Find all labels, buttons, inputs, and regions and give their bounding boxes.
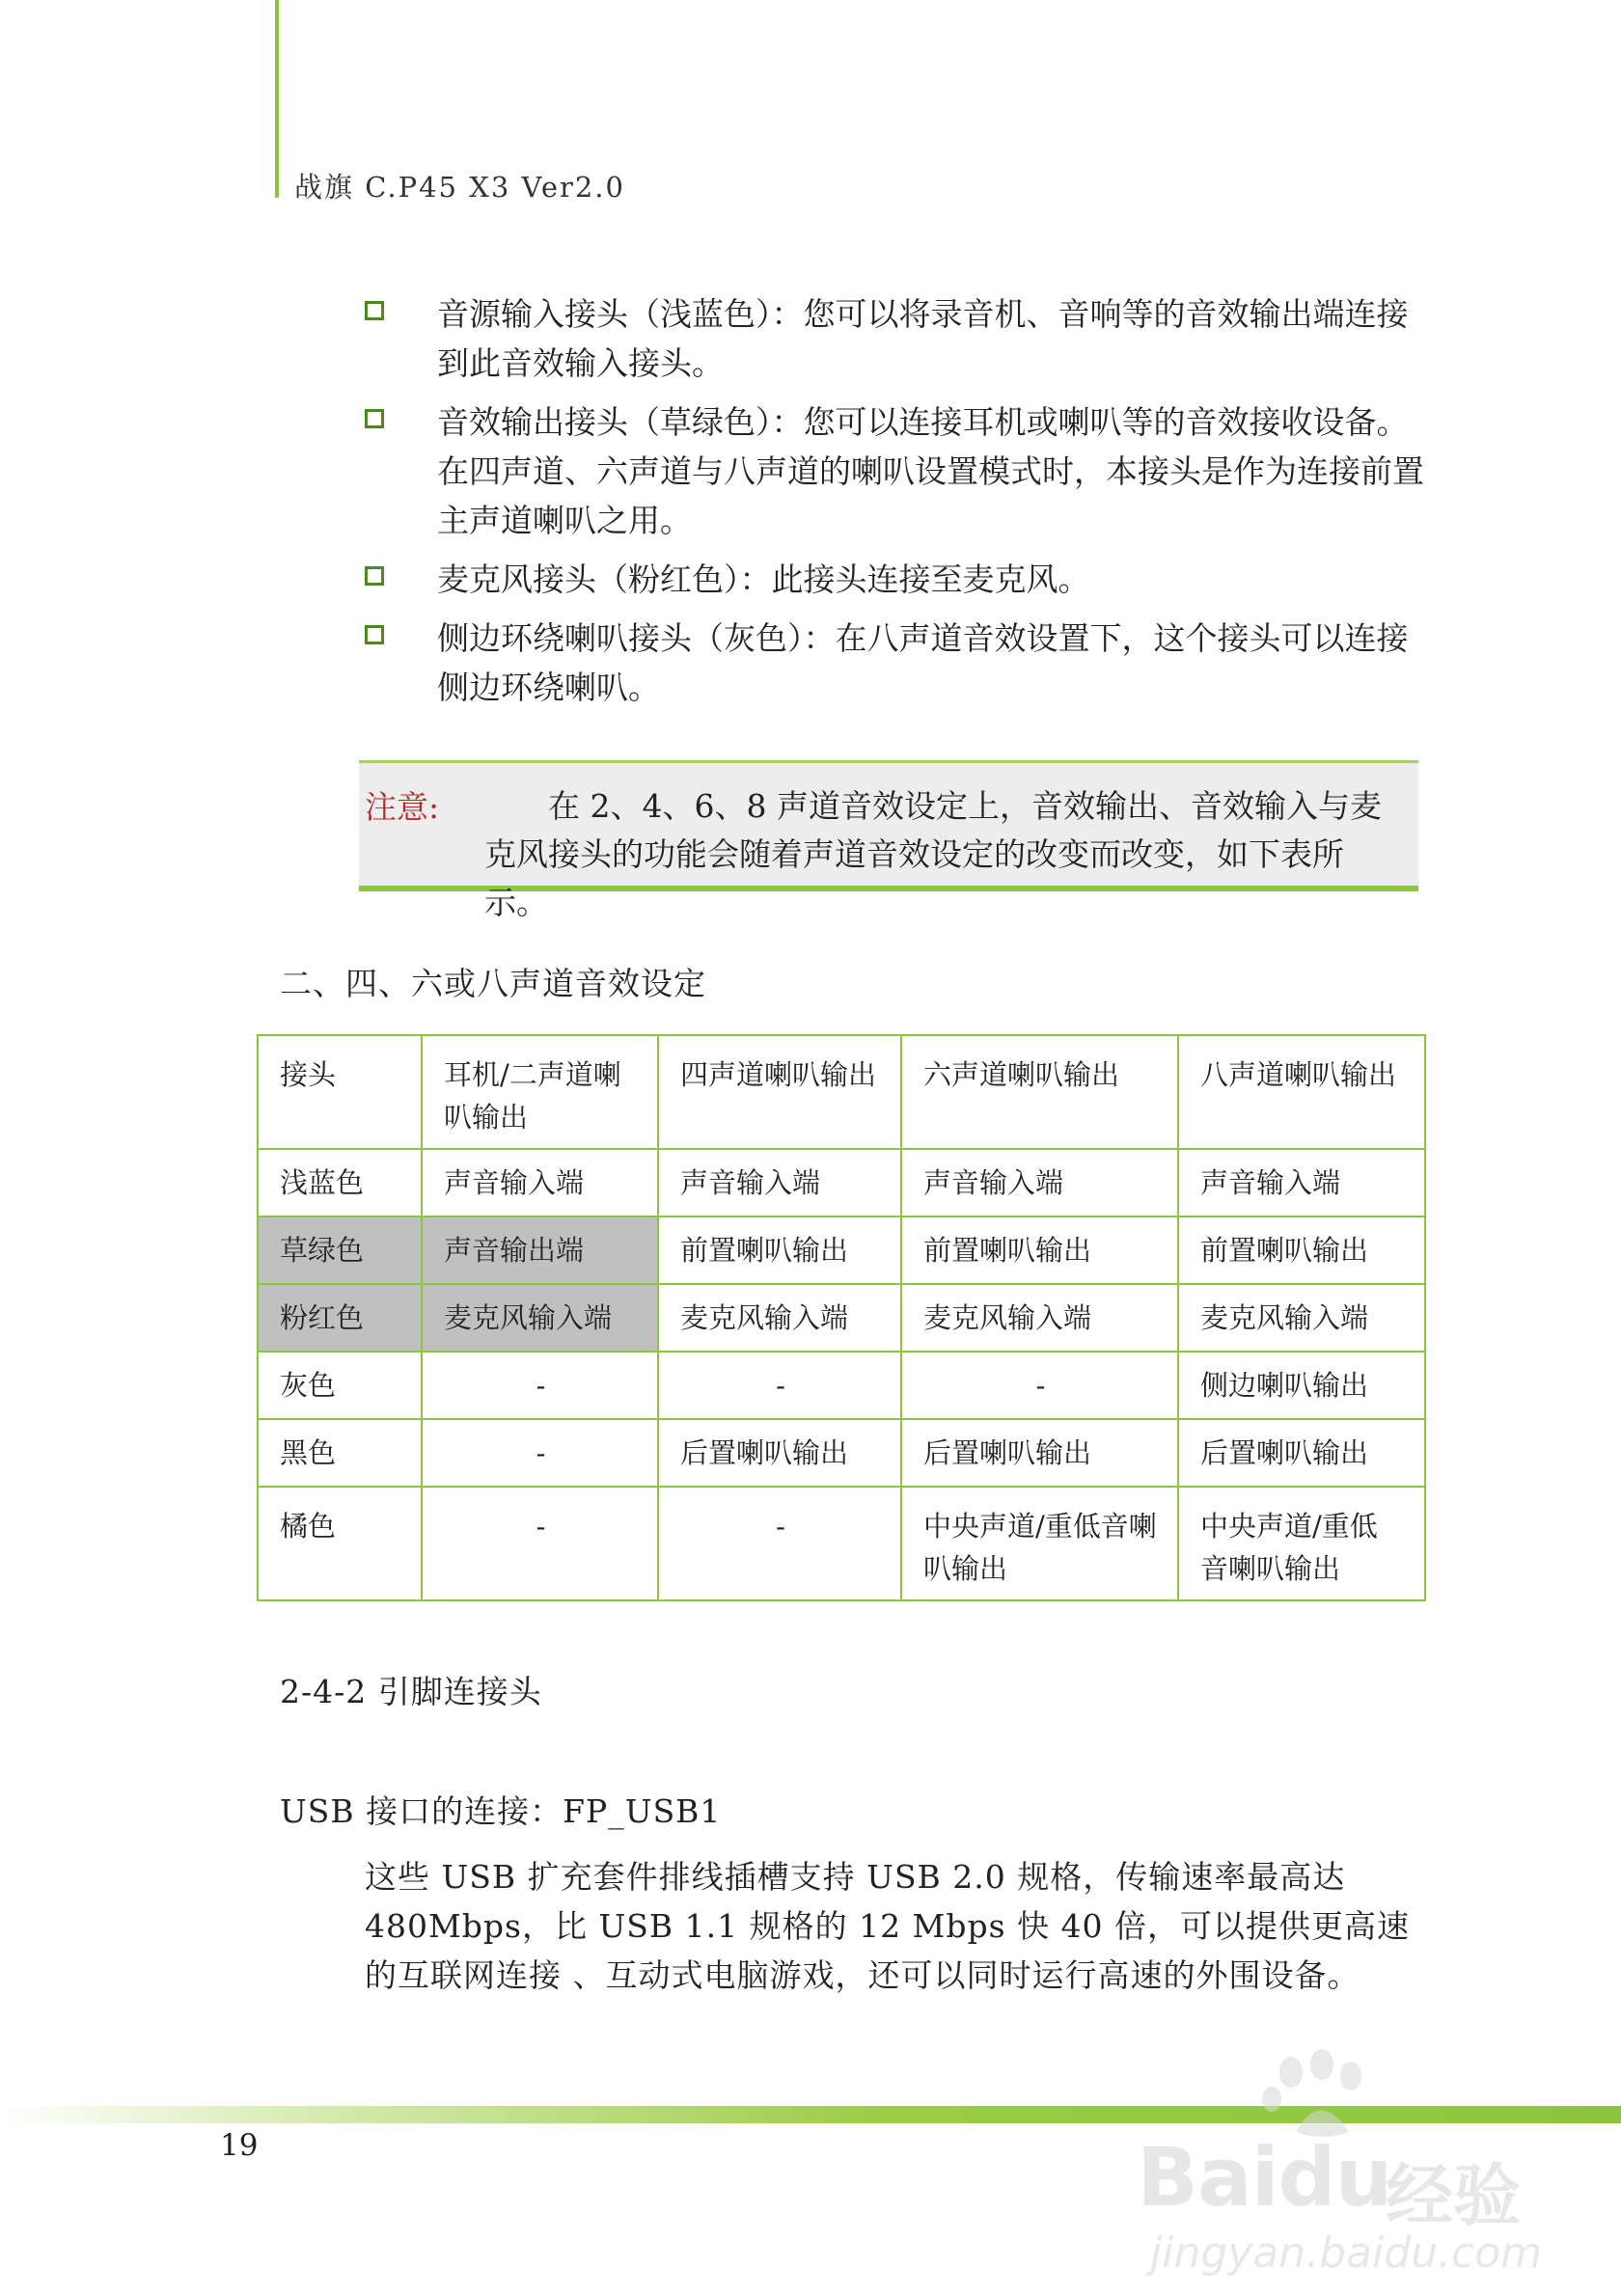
table-cell: 灰色	[258, 1352, 422, 1419]
watermark-brand: Baidu	[1137, 2130, 1392, 2225]
note-box	[359, 760, 1418, 921]
table-cell: -	[422, 1419, 658, 1487]
table-cell: -	[658, 1352, 901, 1419]
table-header-cell: 八声道喇叭输出	[1178, 1035, 1425, 1149]
table-row	[258, 1487, 1425, 1600]
table-cell: 声音输入端	[1178, 1149, 1425, 1216]
table-cell: 后置喇叭输出	[901, 1419, 1178, 1487]
table-row	[258, 1419, 1425, 1487]
table-cell: 浅蓝色	[258, 1149, 422, 1216]
table-cell: 中央声道/重低音喇叭输出	[901, 1487, 1178, 1600]
bullet-item-line-in	[362, 289, 1433, 388]
table-cell: 橘色	[258, 1487, 422, 1600]
table-cell: 中央声道/重低音喇叭输出	[1178, 1487, 1425, 1600]
table-cell: 声音输入端	[901, 1149, 1178, 1216]
connector-bullet-list	[362, 289, 1433, 722]
table-row	[258, 1352, 1425, 1419]
table-cell: -	[901, 1352, 1178, 1419]
watermark-brand-cn: 经验	[1386, 2156, 1521, 2235]
table-row	[258, 1284, 1425, 1352]
table-cell: 前置喇叭输出	[1178, 1216, 1425, 1284]
bullet-item-line-out	[362, 397, 1433, 545]
document-header-title: 战旗 C.P45 X3 Ver2.0	[294, 171, 625, 204]
note-label: 注意:	[365, 788, 440, 826]
table-cell: -	[422, 1487, 658, 1600]
paw-logo-icon	[1252, 2045, 1387, 2142]
table-cell: 声音输入端	[422, 1149, 658, 1216]
usb-paragraph: 这些 USB 扩充套件排线插槽支持 USB 2.0 规格，传输速率最高达 480Mbps，比 USB 1.1 规格的 12 Mbps 快 40 倍，可以提供更高速的互联网连接 、互动式电脑游戏，还可以同时运行高速的外围设备。	[365, 1858, 1410, 1994]
table-cell: 麦克风输入端	[658, 1284, 901, 1352]
table-header-cell: 接头	[258, 1035, 422, 1149]
table-header-row	[258, 1035, 1425, 1149]
bullet-item-side-surround	[362, 614, 1433, 712]
table-cell: 声音输出端	[422, 1216, 658, 1284]
table-row	[258, 1149, 1425, 1216]
bullet-text: 音源输入接头（浅蓝色）：您可以将录音机、音响等的音效输出端连接到此音效输入接头。	[437, 295, 1409, 382]
usb-heading: USB 接口的连接：FP_USB1	[280, 1792, 722, 1830]
note-text: 在 2、4、6、8 声道音效设定上，音效输出、音效输入与麦克风接头的功能会随着声道音效设定的改变而改变，如下表所示。	[484, 787, 1382, 921]
table-cell: 前置喇叭输出	[658, 1216, 901, 1284]
table-cell: 黑色	[258, 1419, 422, 1487]
subsection-heading: 2-4-2 引脚连接头	[280, 1673, 542, 1710]
baidu-watermark	[1137, 2045, 1542, 2282]
table-header-cell: 四声道喇叭输出	[658, 1035, 901, 1149]
table-cell: 麦克风输入端	[901, 1284, 1178, 1352]
table-cell: -	[422, 1352, 658, 1419]
section-title: 二、四、六或八声道音效设定	[280, 965, 706, 1002]
table-cell: 麦克风输入端	[422, 1284, 658, 1352]
table-header-cell: 六声道喇叭输出	[901, 1035, 1178, 1149]
checkbox-bullet-icon	[365, 625, 384, 644]
table-cell: 后置喇叭输出	[1178, 1419, 1425, 1487]
table-cell: 侧边喇叭输出	[1178, 1352, 1425, 1419]
bullet-text: 侧边环绕喇叭接头（灰色）：在八声道音效设置下，这个接头可以连接侧边环绕喇叭。	[437, 619, 1409, 706]
watermark-url: jingyan.baidu.com	[1150, 2228, 1543, 2278]
table-cell: 草绿色	[258, 1216, 422, 1284]
bullet-text: 麦克风接头（粉红色）：此接头连接至麦克风。	[437, 560, 1090, 598]
table-cell: 前置喇叭输出	[901, 1216, 1178, 1284]
table-cell: 麦克风输入端	[1178, 1284, 1425, 1352]
table-row	[258, 1216, 1425, 1284]
bullet-item-mic	[362, 555, 1433, 604]
header-accent-line	[275, 0, 279, 198]
page-number: 19	[220, 2128, 259, 2163]
table-cell: 后置喇叭输出	[658, 1419, 901, 1487]
table-cell: 粉红色	[258, 1284, 422, 1352]
bullet-text: 音效输出接头（草绿色）：您可以连接耳机或喇叭等的音效接收设备。在四声道、六声道与八声道的喇叭设置模式时，本接头是作为连接前置主声道喇叭之用。	[437, 403, 1424, 539]
table-cell: 声音输入端	[658, 1149, 901, 1216]
table-cell: -	[658, 1487, 901, 1600]
checkbox-bullet-icon	[365, 409, 384, 428]
audio-channel-table	[257, 1034, 1426, 1601]
table-header-cell: 耳机/二声道喇叭输出	[422, 1035, 658, 1149]
checkbox-bullet-icon	[365, 566, 384, 586]
checkbox-bullet-icon	[365, 301, 384, 320]
